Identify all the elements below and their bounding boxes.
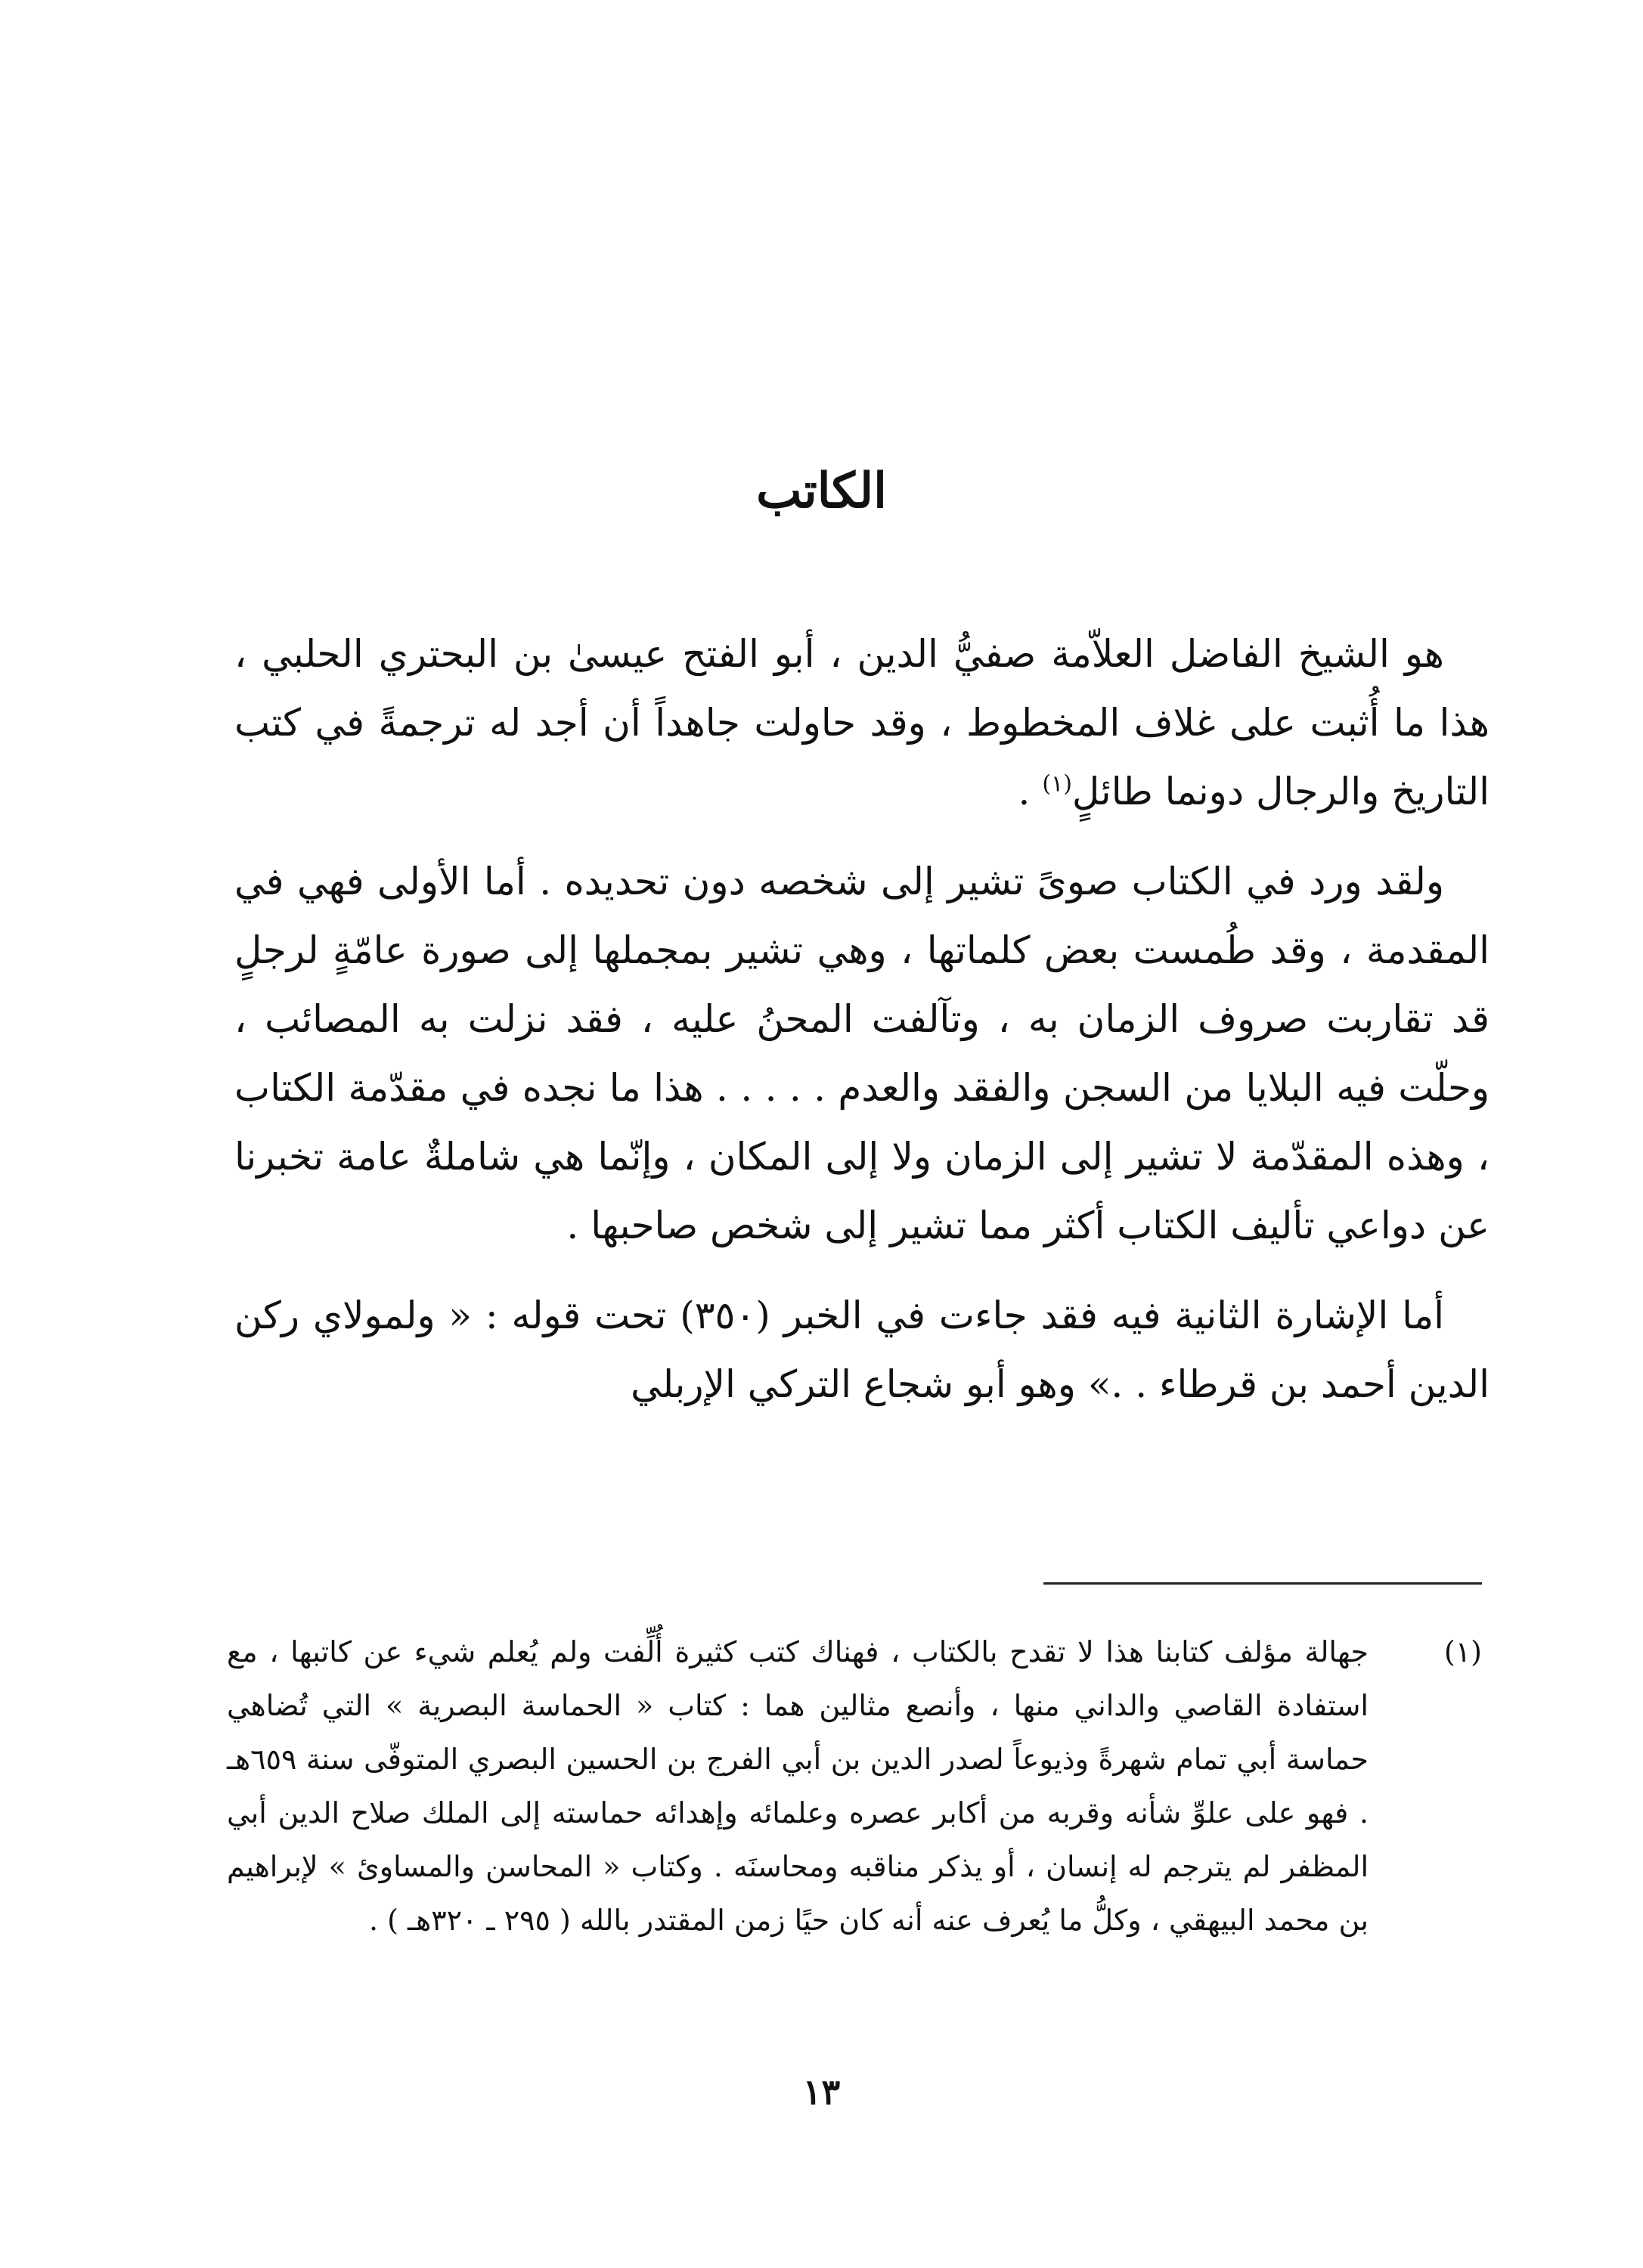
page-number: ١٣ bbox=[802, 2071, 841, 2112]
paragraph-1-text: هو الشيخ الفاضل العلاّمة صفيُّ الدين ، أبو الفتح عيسىٰ بن البحتري الحلبي ، هذا ما أُثبت على غلاف المخطوط ، وقد حاولت جاهداً أن أجد له ترجمةً في كتب التاريخ والرجال دونما طائلٍ bbox=[234, 632, 1490, 813]
paragraph-2: ولقد ورد في الكتاب صوىً تشير إلى شخصه دون تحديده . أما الأولى فهي في المقدمة ، وقد طُمست بعض كلماتها ، وهي تشير بمجملها إلى صورة عامّةٍ لرجلٍ قد تقاربت صروف الزمان به ، وتآلفت المحنُ عليه ، فقد نزلت به المصائب ، وحلّت فيه البلايا من السجن والفقد والعدم . . . . . هذا ما نجده في مقدّمة الكتاب ، وهذه المقدّمة لا تشير إلى الزمان ولا إلى المكان ، وإنّما هي شاملةٌ عامة تخبرنا عن دواعي تأليف الكتاب أكثر مما تشير إلى شخص صاحبها . bbox=[234, 860, 1490, 1247]
paragraph-3: أما الإشارة الثانية فيه فقد جاءت في الخبر (٣٥٠) تحت قوله : « ولمولاي ركن الدين أحمد بن قرطاء . .» وهو أبو شجاع التركي الإربلي bbox=[234, 1294, 1490, 1406]
footnote-number: (١) bbox=[1443, 1635, 1482, 1668]
page-title: الكاتب bbox=[756, 463, 887, 519]
footnote bbox=[227, 1625, 1482, 1947]
footnote-separator bbox=[1043, 1582, 1482, 1585]
paragraph-1-end: . bbox=[1018, 770, 1031, 813]
footnote-reference: (١) bbox=[1042, 770, 1072, 798]
footnote-text: جهالة مؤلف كتابنا هذا لا تقدح بالكتاب ، فهناك كتب كثيرة أُلِّفت ولم يُعلم شيء عن كاتبها ، مع استفادة القاصي والداني منها ، وأنصع مثالين هما : كتاب « الحماسة البصرية » التي تُضاهي حماسة أبي تمام شهرةً وذيوعاً لصدر الدين بن أبي الفرج بن الحسين البصري المتوفّى سنة ٦٥٩هـ . فهو على علوِّ شأنه وقربه من أكابر عصره وعلمائه وإهدائه حماسته إلى الملك صلاح الدين أبي المظفر لم يترجم له إنسان ، أو يذكر مناقبه ومحاسنَه . وكتاب « المحاسن والمساوئ » لإبراهيم بن محمد البيهقي ، وكلُّ ما يُعرف عنه أنه كان حيًا زمن المقتدر بالله ( ٢٩٥ ـ ٣٢٠هـ ) . bbox=[227, 1635, 1369, 1937]
main-text bbox=[234, 620, 1490, 1440]
paragraph-1 bbox=[234, 620, 1490, 826]
